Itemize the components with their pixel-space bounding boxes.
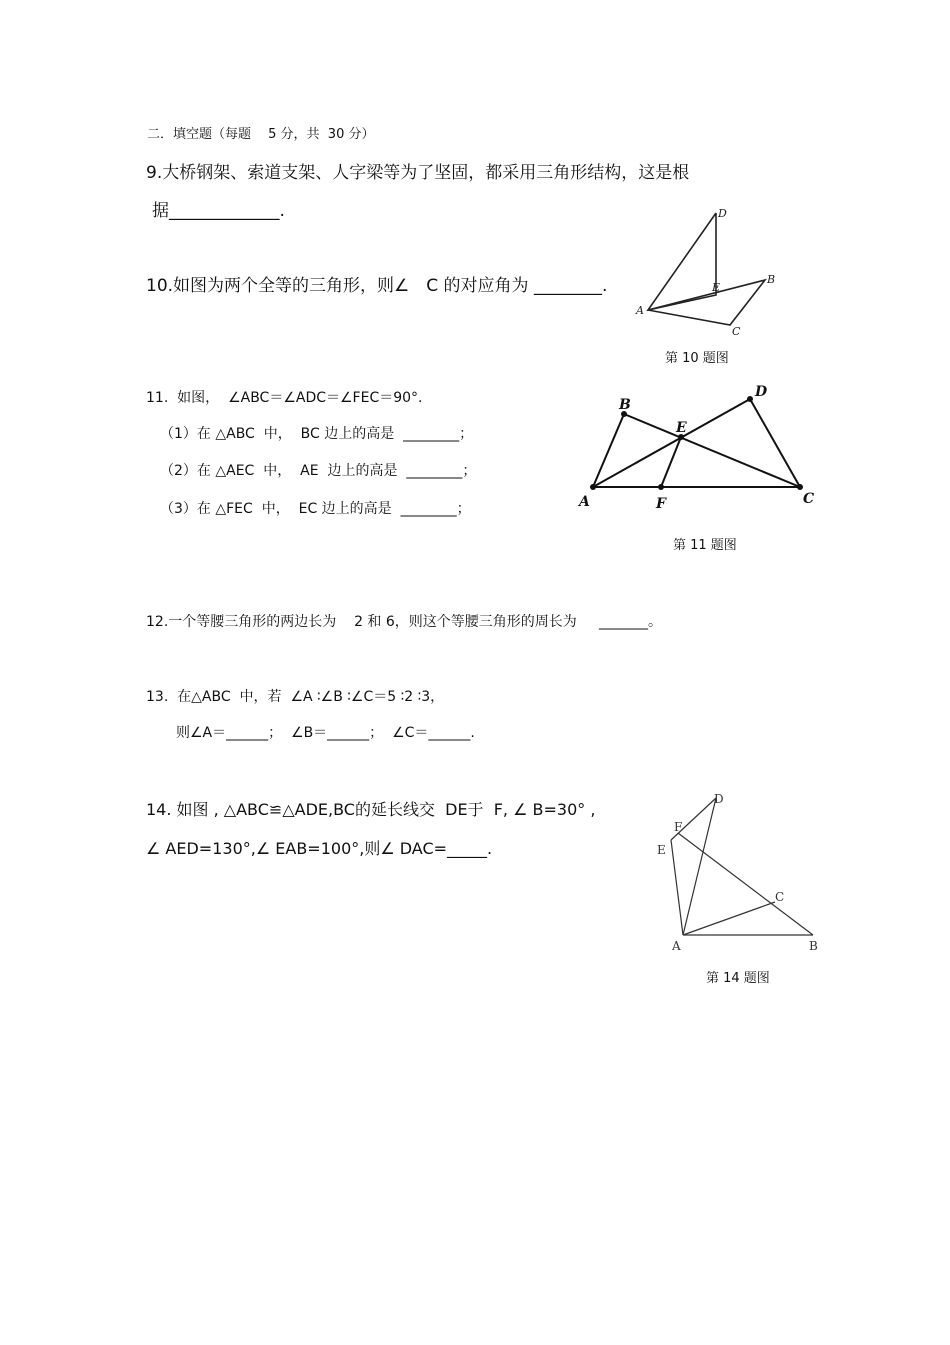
q14-figure	[650, 785, 830, 960]
q11-label-E: E	[676, 420, 687, 436]
q11-sub3: （3）在 △FEC 中， EC 边上的高是 ________；	[160, 501, 471, 517]
q10-label-A: A	[636, 304, 644, 317]
section-title: 二．填空题（每题 5 分，共 30 分）	[147, 127, 375, 142]
q14-segment-AE	[671, 840, 683, 935]
q13-line1: 13. 在△ABC 中，若 ∠A ∶∠B ∶∠C＝5 ∶2 ∶3，	[146, 689, 445, 705]
q10-caption: 第 10 题图	[665, 351, 729, 366]
q11-label-C: C	[803, 491, 815, 507]
q11-sub1: （1）在 △ABC 中， BC 边上的高是 ________；	[160, 426, 474, 442]
q14-label-B: B	[809, 939, 818, 953]
q10-triangle-ABC	[648, 280, 765, 325]
q11-label-F: F	[656, 496, 666, 512]
q13-line2: 则∠A＝______； ∠B＝______； ∠C＝______.	[176, 725, 475, 741]
q11-label-D: D	[755, 384, 768, 400]
q11-point-F	[658, 484, 664, 490]
q11-segment-BC	[624, 414, 800, 487]
q14-label-F: F	[674, 820, 683, 834]
q11-point-A	[590, 484, 596, 490]
q14-diagram	[650, 785, 830, 960]
q14-segment-AD	[683, 798, 716, 935]
q11-segment-EF	[661, 437, 681, 487]
q9-line1: 9.大桥钢架、索道支架、人字梁等为了坚固，都采用三角形结构，这是根	[146, 163, 690, 183]
q9-line2: 据_____________.	[152, 201, 285, 221]
q10-text: 10.如图为两个全等的三角形，则∠ C 的对应角为 ________.	[146, 276, 608, 296]
q14-label-A: A	[672, 939, 681, 953]
q11-segment-DC	[750, 399, 800, 487]
q14-line1: 14. 如图 , △ABC≌△ADE,BC的延长线交 DE于 F, ∠ B=30° ,	[146, 800, 596, 819]
q11-point-D	[747, 396, 753, 402]
q11-point-C	[797, 484, 803, 490]
q10-label-B: B	[767, 273, 776, 286]
q14-caption: 第 14 题图	[706, 971, 770, 986]
q10-label-E: E	[712, 281, 721, 294]
q11-segment-AB	[593, 414, 624, 487]
q11-diagram	[570, 380, 830, 520]
q10-label-D: D	[718, 207, 727, 220]
q10-diagram	[630, 205, 790, 340]
q11-sub2: （2）在 △AEC 中， AE 边上的高是 ________；	[160, 463, 477, 479]
q14-label-E: E	[657, 843, 666, 857]
q14-label-D: D	[714, 792, 724, 806]
q12-text: 12.一个等腰三角形的两边长为 2 和 6，则这个等腰三角形的周长为 _______。	[146, 614, 663, 630]
q14-segment-AC	[683, 902, 775, 935]
q11-label-B: B	[619, 397, 631, 413]
q11-caption: 第 11 题图	[673, 538, 737, 553]
q14-label-C: C	[775, 890, 785, 904]
q14-line2: ∠ AED=130°,∠ EAB=100°,则∠ DAC=_____.	[146, 839, 493, 858]
q11-segment-AD	[593, 399, 750, 487]
q10-label-C: C	[732, 325, 741, 338]
q11-intro: 11. 如图， ∠ABC＝∠ADC＝∠FEC＝90°.	[146, 390, 423, 406]
q10-figure	[630, 205, 790, 340]
q11-label-A: A	[579, 494, 590, 510]
q11-figure	[570, 380, 830, 520]
q14-segment-FB	[678, 833, 813, 935]
